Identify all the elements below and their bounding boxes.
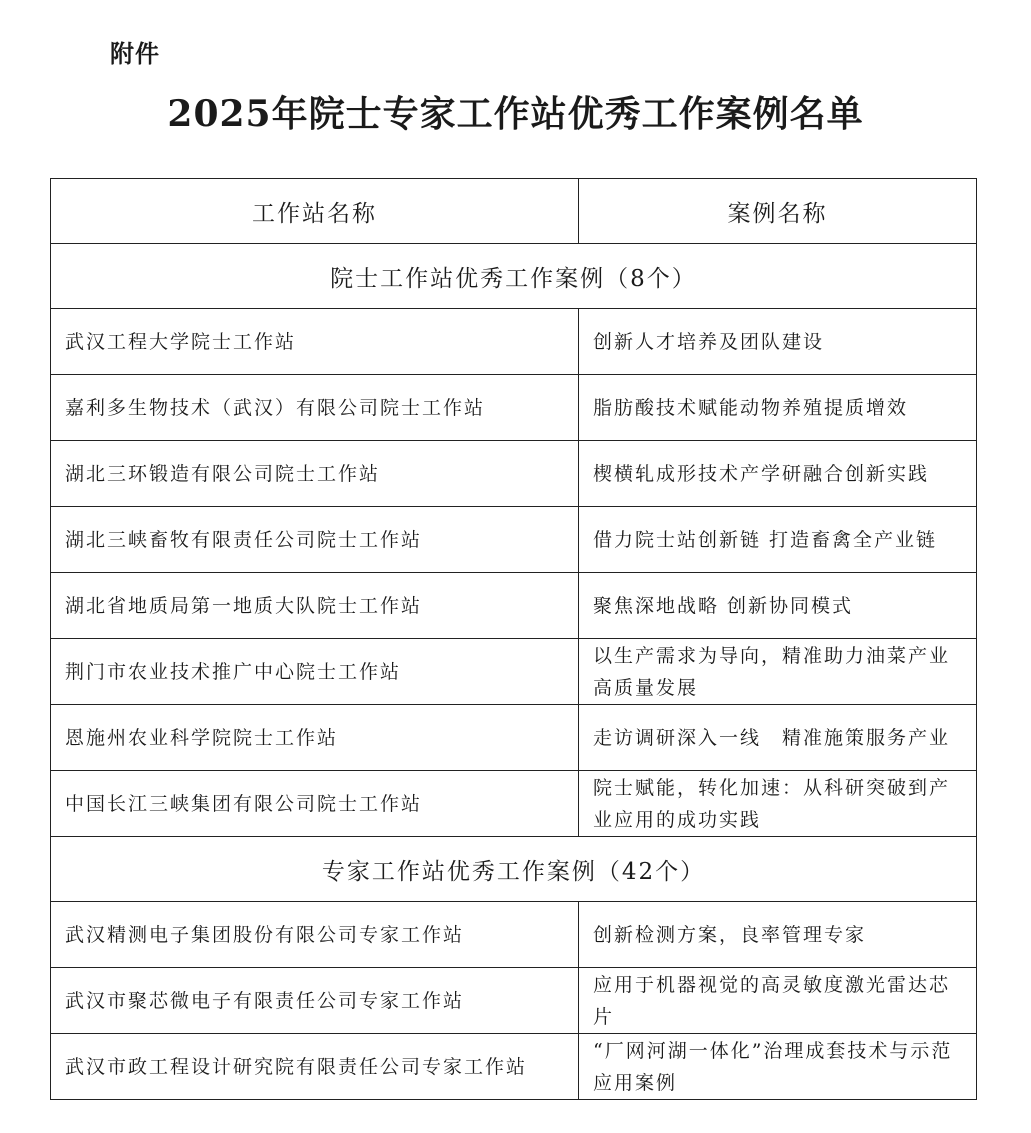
- document-title: 2025年院士专家工作站优秀工作案例名单: [167, 93, 864, 135]
- station-name: 湖北三峡畜牧有限责任公司院士工作站: [51, 507, 579, 573]
- station-name: 武汉市政工程设计研究院有限责任公司专家工作站: [51, 1034, 579, 1100]
- station-name: 荆门市农业技术推广中心院士工作站: [51, 639, 579, 705]
- table-row: [51, 771, 977, 837]
- table-row: [51, 507, 977, 573]
- station-name: 湖北省地质局第一地质大队院士工作站: [51, 573, 579, 639]
- attachment-label: 附件: [110, 40, 160, 68]
- case-name: 院士赋能，转化加速：从科研突破到产业应用的成功实践: [579, 771, 977, 837]
- table-row: [51, 441, 977, 507]
- table-row: [51, 968, 977, 1034]
- table-row: [51, 573, 977, 639]
- case-name: 创新检测方案，良率管理专家: [579, 902, 977, 968]
- case-list-table: [50, 178, 977, 1100]
- station-name: 武汉工程大学院士工作站: [51, 309, 579, 375]
- table-row: [51, 902, 977, 968]
- case-name: 以生产需求为导向，精准助力油菜产业高质量发展: [579, 639, 977, 705]
- case-name: 楔横轧成形技术产学研融合创新实践: [579, 441, 977, 507]
- header-station-name: 工作站名称: [51, 179, 579, 244]
- case-name: 脂肪酸技术赋能动物养殖提质增效: [579, 375, 977, 441]
- header-case-name: 案例名称: [579, 179, 977, 244]
- section-title: 院士工作站优秀工作案例（8个）: [51, 244, 977, 309]
- case-name: 应用于机器视觉的高灵敏度激光雷达芯片: [579, 968, 977, 1034]
- case-name: 聚焦深地战略 创新协同模式: [579, 573, 977, 639]
- table-row: [51, 375, 977, 441]
- case-name: 走访调研深入一线 精准施策服务产业: [579, 705, 977, 771]
- table-row: [51, 309, 977, 375]
- section-row-academician: [51, 244, 977, 309]
- section-title: 专家工作站优秀工作案例（42个）: [51, 837, 977, 902]
- station-name: 武汉市聚芯微电子有限责任公司专家工作站: [51, 968, 579, 1034]
- station-name: 湖北三环锻造有限公司院士工作站: [51, 441, 579, 507]
- table-row: [51, 639, 977, 705]
- station-name: 中国长江三峡集团有限公司院士工作站: [51, 771, 579, 837]
- table-row: [51, 705, 977, 771]
- case-name: 创新人才培养及团队建设: [579, 309, 977, 375]
- station-name: 嘉利多生物技术（武汉）有限公司院士工作站: [51, 375, 579, 441]
- table-row: [51, 1034, 977, 1100]
- station-name: 恩施州农业科学院院士工作站: [51, 705, 579, 771]
- section-row-expert: [51, 837, 977, 902]
- station-name: 武汉精测电子集团股份有限公司专家工作站: [51, 902, 579, 968]
- table-header-row: [51, 179, 977, 244]
- case-name: 借力院士站创新链 打造畜禽全产业链: [579, 507, 977, 573]
- case-name: “厂网河湖一体化”治理成套技术与示范应用案例: [579, 1034, 977, 1100]
